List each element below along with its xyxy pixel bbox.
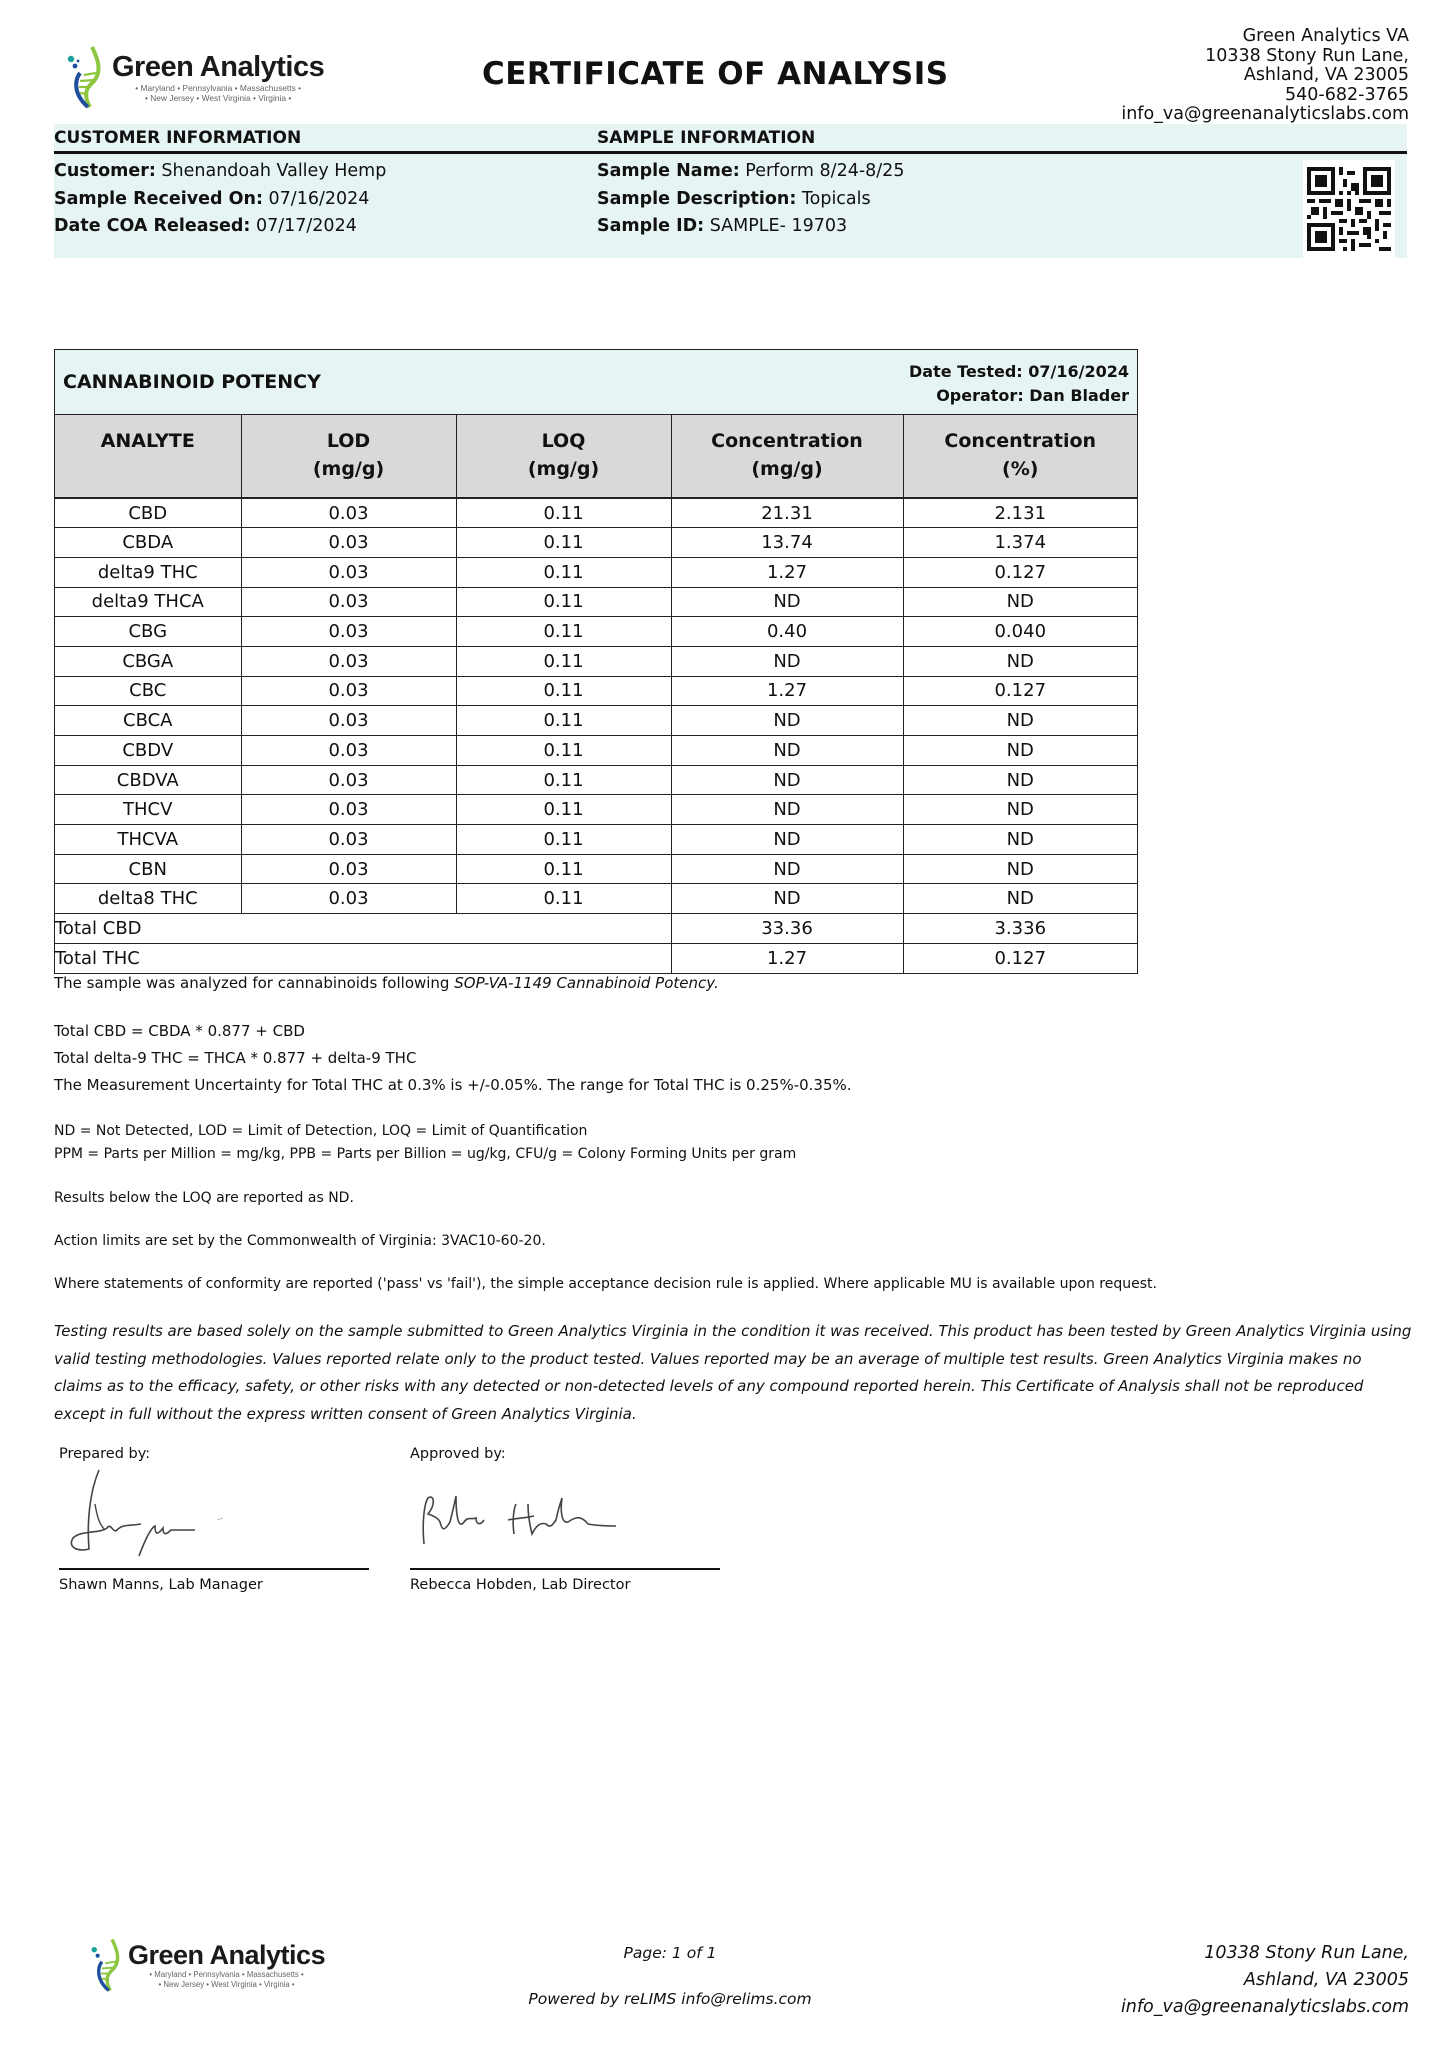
cell-analyte: CBD xyxy=(55,498,241,528)
potency-meta xyxy=(909,360,1129,408)
dna-helix-icon xyxy=(66,45,106,109)
total-label: Total THC xyxy=(55,943,671,973)
cell-lod: 0.03 xyxy=(241,884,456,914)
loq-note: Results below the LOQ are reported as ND. xyxy=(54,1190,354,1206)
customer-value: Shenandoah Valley Hemp xyxy=(161,161,387,181)
potency-header xyxy=(55,350,1137,415)
cell-lod: 0.03 xyxy=(241,736,456,766)
cell-lod: 0.03 xyxy=(241,587,456,617)
cell-loq: 0.11 xyxy=(456,617,671,647)
cell-analyte: CBN xyxy=(55,854,241,884)
total-pct: 3.336 xyxy=(903,914,1137,944)
potency-table-row xyxy=(55,587,1137,617)
method-note xyxy=(54,974,719,992)
sample-id-row xyxy=(597,213,904,241)
lab-street: 10338 Stony Run Lane, xyxy=(1205,45,1409,66)
cell-mg-g: ND xyxy=(671,765,903,795)
approved-by-label: Approved by: xyxy=(410,1446,506,1462)
cell-mg-g: 1.27 xyxy=(671,557,903,587)
cell-loq: 0.11 xyxy=(456,557,671,587)
measurement-uncertainty: The Measurement Uncertainty for Total THC at 0.3% is +/-0.05%. The range for Total THC is 0.25%-0.35%. xyxy=(54,1076,852,1094)
customer-row xyxy=(54,158,386,186)
qr-code-icon xyxy=(1307,167,1391,251)
potency-table-row xyxy=(55,676,1137,706)
total-mg-g: 1.27 xyxy=(671,943,903,973)
cell-pct: 2.131 xyxy=(903,498,1137,528)
cell-analyte: CBDV xyxy=(55,736,241,766)
customer-information xyxy=(54,124,386,241)
lab-phone: 540-682-3765 xyxy=(1285,84,1409,105)
cell-analyte: CBDA xyxy=(55,528,241,558)
sample-information xyxy=(597,124,904,241)
potency-table-row xyxy=(55,706,1137,736)
footer-brand-states-line2: • New Jersey • West Virginia • Virginia • xyxy=(158,1980,295,1989)
customer-information-heading: CUSTOMER INFORMATION xyxy=(54,128,302,148)
total-label: Total CBD xyxy=(55,914,671,944)
potency-total-row xyxy=(55,914,1137,944)
potency-table-row xyxy=(55,498,1137,528)
dna-helix-icon xyxy=(90,1937,124,1993)
cell-analyte: THCVA xyxy=(55,825,241,855)
abbreviations-1: ND = Not Detected, LOD = Limit of Detection, LOQ = Limit of Quantification xyxy=(54,1123,588,1139)
cannabinoid-potency-section xyxy=(54,349,1138,974)
col-header-lod: LOD (mg/g) xyxy=(241,415,456,498)
disclaimer: Testing results are based solely on the sample submitted to Green Analytics Virginia in the condition it was received. This product has been tested by Green Analytics Virginia using valid testing methodologies. Values reported relate only to the product tested. Values reported may be an average of multiple test results. Green Analytics Virginia makes no claims as to the efficacy, safety, or other risks with any detected or non-detected levels of any compound reported herein. This Certificate of Analysis shall not be reproduced except in full without the express written consent of Green Analytics Virginia. xyxy=(54,1322,1412,1423)
cell-loq: 0.11 xyxy=(456,528,671,558)
received-row xyxy=(54,186,386,214)
cell-lod: 0.03 xyxy=(241,528,456,558)
cell-pct: ND xyxy=(903,706,1137,736)
potency-title: CANNABINOID POTENCY xyxy=(63,371,321,393)
sample-name-label: Sample Name: xyxy=(597,161,740,181)
footer-brand-name: Green Analytics xyxy=(128,1940,326,1971)
lab-email[interactable]: info_va@greenanalyticslabs.com xyxy=(1121,104,1409,124)
page-number: Page: 1 of 1 xyxy=(623,1944,717,1962)
footer-address xyxy=(1121,1940,1409,2021)
potency-total-row xyxy=(55,943,1137,973)
cell-loq: 0.11 xyxy=(456,587,671,617)
operator: Operator: Dan Blader xyxy=(936,386,1129,405)
sample-id-value: SAMPLE- 19703 xyxy=(709,216,848,236)
customer-label: Customer: xyxy=(54,161,156,181)
cell-lod: 0.03 xyxy=(241,795,456,825)
cell-mg-g: 1.27 xyxy=(671,676,903,706)
cell-loq: 0.11 xyxy=(456,884,671,914)
cell-lod: 0.03 xyxy=(241,854,456,884)
cell-analyte: CBGA xyxy=(55,646,241,676)
abbreviations-2: PPM = Parts per Million = mg/kg, PPB = Parts per Billion = ug/kg, CFU/g = Colony Forming Units per gram xyxy=(54,1146,797,1162)
cell-mg-g: 21.31 xyxy=(671,498,903,528)
potency-table-row xyxy=(55,557,1137,587)
lab-city: Ashland, VA 23005 xyxy=(1243,65,1409,85)
qr-code[interactable] xyxy=(1303,160,1395,258)
total-mg-g: 33.36 xyxy=(671,914,903,944)
cell-mg-g: ND xyxy=(671,706,903,736)
footer-street: 10338 Stony Run Lane, xyxy=(1204,1943,1409,1963)
released-value: 07/17/2024 xyxy=(255,216,357,236)
received-label: Sample Received On: xyxy=(54,188,263,209)
prepared-by-signature-line xyxy=(59,1568,369,1570)
cell-loq: 0.11 xyxy=(456,676,671,706)
cell-mg-g: ND xyxy=(671,825,903,855)
cell-mg-g: 13.74 xyxy=(671,528,903,558)
cell-mg-g: ND xyxy=(671,795,903,825)
prepared-by-name: Shawn Manns, Lab Manager xyxy=(59,1577,263,1593)
footer-brand-states-line1: • Maryland • Pennsylvania • Massachusetts • xyxy=(149,1970,304,1980)
potency-table-row xyxy=(55,854,1137,884)
brand-states-line2: • New Jersey • West Virginia • Virginia • xyxy=(145,93,292,103)
formula-total-thc: Total delta-9 THC = THCA * 0.877 + delta-9 THC xyxy=(54,1049,417,1067)
cell-mg-g: ND xyxy=(671,587,903,617)
potency-table-row xyxy=(55,528,1137,558)
cell-loq: 0.11 xyxy=(456,854,671,884)
action-limits-note: Action limits are set by the Commonwealth of Virginia: 3VAC10-60-20. xyxy=(54,1233,546,1249)
cell-pct: ND xyxy=(903,736,1137,766)
sample-information-heading: SAMPLE INFORMATION xyxy=(597,128,816,148)
approved-by-signature-line xyxy=(410,1568,720,1570)
cell-analyte: THCV xyxy=(55,795,241,825)
cell-pct: ND xyxy=(903,795,1137,825)
cell-lod: 0.03 xyxy=(241,825,456,855)
powered-by: Powered by reLIMS info@relims.com xyxy=(528,1990,812,2008)
cell-analyte: delta8 THC xyxy=(55,884,241,914)
cell-loq: 0.11 xyxy=(456,736,671,766)
cell-loq: 0.11 xyxy=(456,646,671,676)
footer-email[interactable]: info_va@greenanalyticslabs.com xyxy=(1120,1997,1409,2017)
approved-by-name: Rebecca Hobden, Lab Director xyxy=(410,1577,631,1593)
cell-lod: 0.03 xyxy=(241,646,456,676)
cell-pct: ND xyxy=(903,646,1137,676)
cell-lod: 0.03 xyxy=(241,498,456,528)
cell-lod: 0.03 xyxy=(241,676,456,706)
cell-pct: 1.374 xyxy=(903,528,1137,558)
cell-pct: 0.127 xyxy=(903,557,1137,587)
potency-table-row xyxy=(55,825,1137,855)
cell-analyte: CBCA xyxy=(55,706,241,736)
signature-shawn-manns-icon xyxy=(59,1464,299,1564)
conformity-note: Where statements of conformity are reported ('pass' vs 'fail'), the simple acceptance decision rule is applied. Where applicable MU is available upon request. xyxy=(54,1276,1157,1292)
cell-lod: 0.03 xyxy=(241,617,456,647)
cell-pct: ND xyxy=(903,825,1137,855)
potency-table-row xyxy=(55,736,1137,766)
sample-id-label: Sample ID: xyxy=(597,216,705,236)
cell-lod: 0.03 xyxy=(241,557,456,587)
received-value: 07/16/2024 xyxy=(268,188,370,209)
cell-analyte: delta9 THCA xyxy=(55,587,241,617)
cell-pct: ND xyxy=(903,587,1137,617)
brand-states-line1: • Maryland • Pennsylvania • Massachusetts • xyxy=(135,82,302,93)
released-label: Date COA Released: xyxy=(54,216,251,236)
cell-loq: 0.11 xyxy=(456,498,671,528)
cell-mg-g: ND xyxy=(671,884,903,914)
cell-mg-g: ND xyxy=(671,646,903,676)
potency-table-row xyxy=(55,884,1137,914)
col-header-concentration-mg-g: Concentration (mg/g) xyxy=(671,415,903,498)
cell-pct: ND xyxy=(903,765,1137,795)
potency-table-row xyxy=(55,795,1137,825)
lab-name: Green Analytics VA xyxy=(1242,26,1409,46)
cell-pct: 0.127 xyxy=(903,676,1137,706)
potency-table-row xyxy=(55,617,1137,647)
sample-description-value: Topicals xyxy=(801,188,871,209)
potency-table-row xyxy=(55,765,1137,795)
prepared-by-signature xyxy=(54,1446,374,1606)
lab-address xyxy=(1121,27,1409,125)
prepared-by-label: Prepared by: xyxy=(59,1446,151,1462)
cell-analyte: CBG xyxy=(55,617,241,647)
cell-analyte: delta9 THC xyxy=(55,557,241,587)
cell-mg-g: ND xyxy=(671,736,903,766)
info-band xyxy=(54,124,1407,258)
cell-lod: 0.03 xyxy=(241,706,456,736)
formula-total-cbd: Total CBD = CBDA * 0.877 + CBD xyxy=(54,1022,305,1040)
document-title: CERTIFICATE OF ANALYSIS xyxy=(482,56,949,92)
col-header-loq: LOQ (mg/g) xyxy=(456,415,671,498)
signature-rebecca-hobden-icon xyxy=(410,1464,670,1564)
cell-lod: 0.03 xyxy=(241,765,456,795)
cell-analyte: CBDVA xyxy=(55,765,241,795)
potency-table-row xyxy=(55,646,1137,676)
col-header-concentration-pct: Concentration (%) xyxy=(903,415,1137,498)
cell-loq: 0.11 xyxy=(456,795,671,825)
cell-mg-g: ND xyxy=(671,854,903,884)
cell-pct: 0.040 xyxy=(903,617,1137,647)
potency-table xyxy=(55,415,1137,973)
cell-mg-g: 0.40 xyxy=(671,617,903,647)
cell-loq: 0.11 xyxy=(456,706,671,736)
sample-name-value: Perform 8/24-8/25 xyxy=(745,161,905,181)
brand-name: Green Analytics xyxy=(112,50,325,83)
cell-pct: ND xyxy=(903,884,1137,914)
approved-by-signature xyxy=(405,1446,725,1606)
method-sop: SOP-VA-1149 Cannabinoid Potency. xyxy=(454,974,719,992)
date-tested: Date Tested: 07/16/2024 xyxy=(909,362,1129,381)
cell-loq: 0.11 xyxy=(456,765,671,795)
cell-analyte: CBC xyxy=(55,676,241,706)
sample-description-row xyxy=(597,186,904,214)
footer-city: Ashland, VA 23005 xyxy=(1243,1970,1409,1990)
footer-logo xyxy=(90,1937,325,1993)
company-logo xyxy=(66,45,324,109)
method-prefix: The sample was analyzed for cannabinoids following xyxy=(54,974,455,992)
cell-pct: ND xyxy=(903,854,1137,884)
cell-loq: 0.11 xyxy=(456,825,671,855)
col-header-analyte: ANALYTE xyxy=(55,415,241,498)
released-row xyxy=(54,213,386,241)
sample-description-label: Sample Description: xyxy=(597,188,797,209)
total-pct: 0.127 xyxy=(903,943,1137,973)
sample-name-row xyxy=(597,158,904,186)
potency-table-header-row xyxy=(55,415,1137,498)
